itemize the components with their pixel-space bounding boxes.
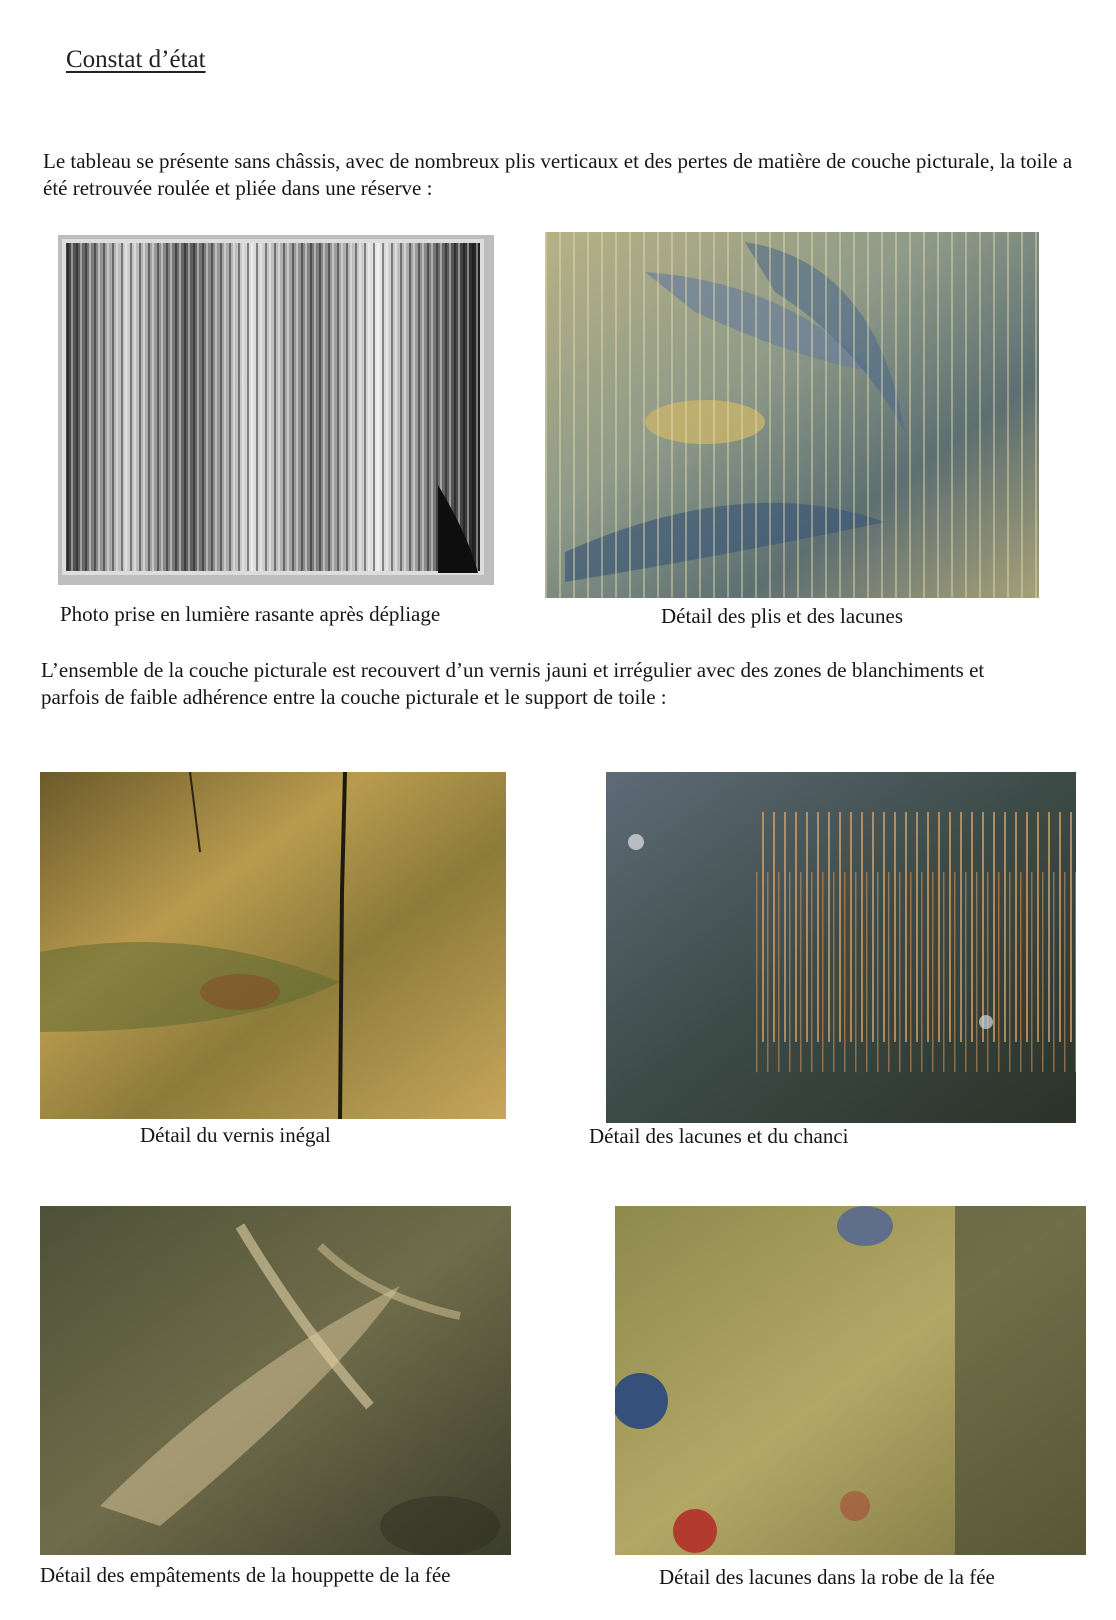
caption-impasto-detail: Détail des empâtements de la houppette de la fée [40,1563,451,1587]
photo-varnish-detail [40,772,506,1119]
caption-folds-detail: Détail des plis et des lacunes [661,604,904,628]
photo-raking-light [58,235,494,585]
caption-raking-light: Photo prise en lumière rasante après dépliage [60,602,441,626]
photo-chanci-detail [606,772,1076,1123]
varnish-paragraph: L’ensemble de la couche picturale est recouvert d’un vernis jauni et irrégulier avec des zones de blanchiments et parfois de faible adhérence entre la couche picturale et le support de toile : [41,658,985,709]
caption-chanci-detail: Détail des lacunes et du chanci [589,1124,849,1148]
page-title: Constat d’état [66,46,206,73]
photo-dress-detail [615,1206,1086,1555]
caption-varnish-detail: Détail du vernis inégal [140,1123,331,1147]
photo-impasto-detail [40,1206,511,1555]
photo-folds-detail [545,232,1039,598]
caption-dress-detail: Détail des lacunes dans la robe de la fée [659,1565,995,1589]
intro-paragraph: Le tableau se présente sans châssis, avec de nombreux plis verticaux et des pertes de matière de couche picturale, la toile a été retrouvée roulée et pliée dans une réserve : [43,149,1073,200]
